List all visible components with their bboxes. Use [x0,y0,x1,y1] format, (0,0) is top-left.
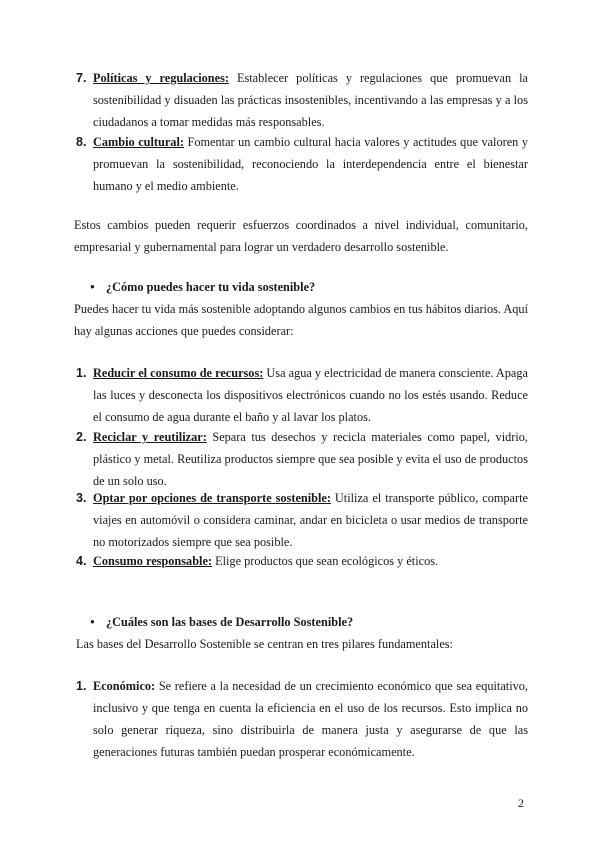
list-lead: Reducir el consumo de recursos: [93,366,264,380]
list-lead: Optar por opciones de transporte sostenible: [93,491,331,505]
list-text [93,675,528,763]
page-number: 2 [518,796,524,810]
list-lead: Políticas y regulaciones: [93,71,229,85]
list-body: Utiliza el transporte público, comparte viajes en automóvil o considera caminar, andar en bicicleta o usar medios de transporte no motorizados siempre que sea posible. [93,491,528,549]
section-intro: Las bases del Desarrollo Sostenible se centran en tres pilares fundamentales: [76,637,453,651]
section-heading: ¿Cómo puedes hacer tu vida sostenible? [106,280,316,294]
list-text [93,426,528,492]
section-intro: Puedes hacer tu vida más sostenible adoptando algunos cambios en tus hábitos diarios. Aquí hay algunas acciones que puedes considerar: [74,302,528,338]
list-number: 3. [76,491,87,505]
section-heading: ¿Cuáles son las bases de Desarrollo Sostenible? [106,615,354,629]
list-body: Separa tus desechos y recicla materiales como papel, vidrio, plástico y metal. Reutiliza productos siempre que sea posible y evita el uso de productos de un solo uso. [93,430,528,488]
list-text [93,550,528,572]
list-lead: Consumo responsable: [93,554,213,568]
bullet-icon: ● [90,282,95,291]
list-number: 1. [76,679,87,693]
list-lead: Reciclar y reutilizar: [93,430,207,444]
list-body: Se refiere a la necesidad de un crecimiento económico que sea equitativo, inclusivo y que tenga en cuenta la eficiencia en el uso de los recursos. Esto implica no solo generar riqueza, sino distribuirla de manera justa y asegurarse de que las generaciones futuras también puedan prosperar económicamente. [93,679,528,759]
list-text [93,487,528,553]
list-lead: Cambio cultural: [93,135,184,149]
list-number: 8. [76,135,87,149]
list-number: 2. [76,430,87,444]
list-text [93,67,528,133]
list-text [93,131,528,197]
list-body: Elige productos que sean ecológicos y éticos. [212,554,439,568]
list-text [93,362,528,428]
list-number: 4. [76,554,87,568]
list-number: 7. [76,71,87,85]
paragraph: Estos cambios pueden requerir esfuerzos coordinados a nivel individual, comunitario, empresarial y gubernamental para lograr un verdadero desarrollo sostenible. [74,218,528,254]
list-number: 1. [76,366,87,380]
bullet-icon: ● [90,617,95,626]
list-body: Establecer políticas y regulaciones que promuevan la sostenibilidad y disuaden las prácticas insostenibles, incentivando a las empresas y a los ciudadanos a tomar medidas más responsables. [93,71,529,129]
list-lead: Económico: [93,679,156,693]
list-body: Fomentar un cambio cultural hacia valores y actitudes que valoren y promuevan la sostenibilidad, reconociendo la interdependencia entre el bienestar humano y el medio ambiente. [93,135,528,193]
list-body: Usa agua y electricidad de manera consciente. Apaga las luces y desconecta los dispositivos electrónicos cuando no los estés usando. Reduce el consumo de agua durante el baño y al lavar los platos. [93,366,528,424]
